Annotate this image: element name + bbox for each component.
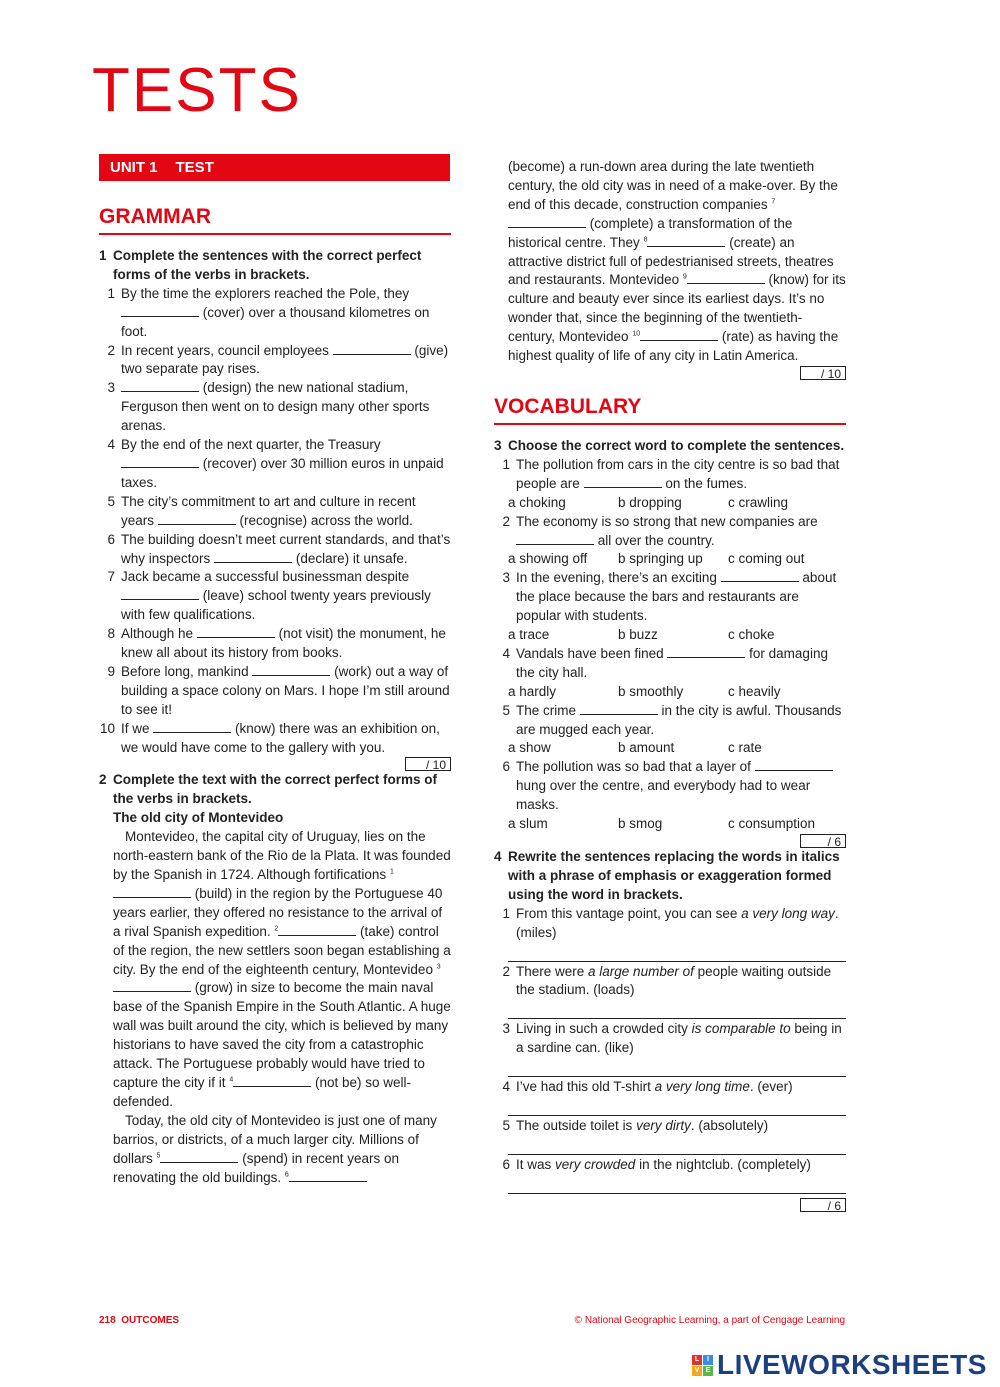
item-post: (leave) school twenty years previously with few qualifications.	[121, 588, 431, 623]
option-c[interactable]: c rate	[728, 740, 762, 756]
item-post: all over the country.	[597, 532, 715, 548]
item-text	[516, 905, 846, 943]
answer-blank-input[interactable]	[121, 455, 199, 468]
option-a[interactable]: a trace	[508, 627, 550, 643]
item-post: (recognise) across the world.	[239, 512, 413, 528]
item-text	[516, 1117, 846, 1136]
ex4-item	[494, 1117, 846, 1136]
item-text	[121, 625, 451, 663]
exercise-3-instruction: 3 Choose the correct word to complete the sentences.	[494, 437, 845, 453]
gap-6-input[interactable]	[289, 1169, 367, 1182]
item-text	[516, 1020, 846, 1058]
item-text	[516, 569, 846, 626]
item-post: (cover) over a thousand kilometres on foot.	[121, 304, 430, 339]
text-title: The old city of Montevideo	[113, 810, 284, 826]
text-paragraph-2-continued: (become) a run-down area during the late twentieth century, the old city was in need of a make-over. By the end of this decade, construction companies $^7$ (complete) a transformation of the historical centre. They $^8$ (create) an attractive district full of pedestrianised streets, theatres and restaurants. Montevideo $^9$ (know) for its culture and beauty ever since its earliest days. It’s no wonder that, since the beginning of the twentieth-century, Montevideo $^{10}$ (rate) as having the highest quality of life of any city in Latin America.	[508, 159, 846, 364]
answer-options	[494, 815, 846, 834]
text-paragraph-2: Today, the old city of Montevideo is just one of many barrios, or districts, of a much larger city. Millions of dollars $^5$ (spend) in recent years on renovating the old buildings. $^6$	[113, 1112, 437, 1185]
answer-blank-input[interactable]	[153, 720, 231, 733]
item-text	[121, 285, 451, 342]
answer-blank-input[interactable]	[333, 342, 411, 355]
item-text	[516, 1078, 846, 1097]
item-pre: Living in such a crowded city	[516, 1021, 692, 1037]
item-text	[121, 379, 451, 436]
option-b[interactable]: b smoothly	[618, 683, 684, 699]
item-number: 5	[502, 1118, 510, 1134]
item-number: 5	[107, 493, 115, 509]
item-pre: Before long, mankind	[121, 663, 249, 679]
item-italic: very dirty	[636, 1118, 691, 1134]
gap-1-input[interactable]	[113, 885, 191, 898]
unit-label: UNIT 1	[110, 159, 158, 176]
answer-options	[494, 494, 846, 513]
item-number: 4	[502, 645, 510, 661]
item-text	[121, 720, 451, 758]
item-pre: If we	[121, 720, 150, 736]
gap-5-input[interactable]	[160, 1150, 238, 1163]
item-number: 3	[502, 570, 510, 586]
exercise-3-list	[494, 456, 846, 834]
ex4-item	[494, 1156, 846, 1175]
logo-text: LIVEWORKSHEETS	[717, 1349, 987, 1380]
rewrite-answer-input[interactable]	[508, 943, 846, 962]
option-c[interactable]: c heavily	[728, 683, 781, 699]
answer-blank-input[interactable]	[214, 550, 292, 563]
page-title: TESTS	[92, 56, 302, 125]
item-post: (design) the new national stadium, Ferguson then went on to design many other sports arenas.	[121, 380, 430, 434]
exercise-2-instruction: 2 Complete the text with the correct perfect forms of the verbs in brackets.	[99, 772, 438, 807]
vocabulary-heading: VOCABULARY	[494, 394, 846, 425]
item-pre: Vandals have been fined	[516, 645, 664, 661]
ex4-item	[494, 1020, 846, 1058]
item-number: 3	[502, 1021, 510, 1037]
item-post: . (ever)	[749, 1079, 793, 1095]
item-post: in the nightclub. (completely)	[635, 1156, 811, 1172]
item-post: hung over the centre, and everybody had to wear masks.	[516, 778, 811, 813]
exercise-1-score: / 10	[99, 757, 451, 771]
ex1-item	[99, 379, 451, 436]
rewrite-answer-input[interactable]	[508, 1000, 846, 1019]
option-a[interactable]: a choking	[508, 494, 566, 510]
option-a[interactable]: a showing off	[508, 551, 588, 567]
item-pre: The building doesn’t meet current standards, and that’s why inspectors	[121, 531, 451, 566]
answer-blank-input[interactable]	[721, 569, 799, 582]
rewrite-answer-input[interactable]	[508, 1097, 846, 1116]
liveworksheets-logo[interactable]	[692, 1349, 987, 1381]
option-b[interactable]: b amount	[618, 740, 675, 756]
item-pre: In recent years, council employees	[121, 342, 329, 358]
item-post: (recover) over 30 million euros in unpaid taxes.	[121, 455, 444, 490]
exercise-4-list	[494, 905, 846, 1194]
logo-icon: L I V E	[692, 1355, 713, 1376]
footer-page: 218 OUTCOMES	[99, 1315, 180, 1326]
gap-2-input[interactable]	[278, 923, 356, 936]
grammar-heading: GRAMMAR	[99, 204, 451, 235]
item-number: 3	[107, 380, 115, 396]
item-pre: There were	[516, 963, 589, 979]
item-number: 4	[107, 437, 115, 453]
item-number: 6	[107, 531, 115, 547]
item-number: 5	[502, 702, 510, 718]
item-number: 10	[99, 720, 115, 736]
ex3-item	[494, 645, 846, 683]
item-number: 1	[107, 285, 115, 301]
exercise-2-score: / 10	[494, 366, 846, 380]
ex3-item	[494, 702, 846, 740]
exercise-4-instruction: 4 Rewrite the sentences replacing the words in italics with a phrase of emphasis or exaggeration formed using the word in brackets.	[494, 849, 840, 902]
item-post: about the place because the bars and restaurants are popular with students.	[516, 570, 837, 624]
item-text	[516, 963, 846, 1001]
option-c[interactable]: c coming out	[728, 551, 805, 567]
item-text	[516, 513, 846, 551]
item-post: (declare) it unsafe.	[295, 550, 408, 566]
answer-blank-input[interactable]	[158, 512, 236, 525]
item-pre: Although he	[121, 626, 194, 642]
item-post: (not visit) the monument, he knew all about its history from books.	[121, 626, 446, 661]
option-a[interactable]: a slum	[508, 816, 548, 832]
item-pre: The pollution from cars in the city centre is so bad that people are	[516, 456, 840, 491]
ex1-item	[99, 285, 451, 342]
exercise-4-score: / 6	[494, 1198, 846, 1212]
item-italic: a very long time	[654, 1079, 750, 1095]
item-text	[121, 436, 451, 493]
item-post: on the fumes.	[665, 475, 748, 491]
ex3-item	[494, 456, 846, 494]
answer-options	[494, 626, 846, 645]
option-b[interactable]: b springing up	[618, 551, 703, 567]
item-pre: The outside toilet is	[516, 1118, 637, 1134]
item-pre: The economy is so strong that new companies are	[516, 513, 818, 529]
gap-8-input[interactable]	[647, 234, 725, 247]
gap-7-input[interactable]	[508, 215, 586, 228]
option-b[interactable]: b smog	[618, 816, 663, 832]
item-pre: The city’s commitment to art and culture in recent years	[121, 493, 416, 528]
item-number: 6	[502, 759, 510, 775]
item-post: . (miles)	[516, 905, 839, 940]
item-number: 7	[107, 569, 115, 585]
answer-blank-input[interactable]	[667, 645, 745, 658]
item-text	[121, 568, 451, 625]
item-post: . (absolutely)	[690, 1118, 769, 1134]
answer-blank-input[interactable]	[516, 532, 594, 545]
rewrite-answer-input[interactable]	[508, 1175, 846, 1194]
unit-kind: TEST	[175, 159, 214, 176]
text-paragraph-1: Montevideo, the capital city of Uruguay, lies on the north-eastern bank of the Rio de la Plata. It was founded by the Spanish in 1724. Although fortifications $^1$ (build) in the region by the Portuguese 40 years earlier, they offered no resistance to the arrival of a rival Spanish expedition. $^2$ (take) control of the region, the new settlers soon began establishing a city. By the end of the eighteenth century, Montevideo $^3$ (grow) in size to become the main naval base of the Spanish Empire in the South Atlantic. A huge wall was built around the city, which is believed by many historians to have saved the city from a catastrophic attack. The Portuguese probably would have tried to capture the city if it $^4$ (not be) so well-defended.	[113, 829, 451, 1109]
item-post: (work) out a way of building a space colony on Mars. I hope I’m still around to see it!	[121, 663, 450, 717]
answer-options	[494, 683, 846, 702]
item-pre: In the evening, there’s an exciting	[516, 570, 717, 586]
gap-9-input[interactable]	[687, 271, 765, 284]
item-text	[516, 758, 846, 815]
item-number: 9	[107, 663, 115, 679]
item-text	[121, 493, 451, 531]
answer-blank-input[interactable]	[121, 587, 199, 600]
item-italic: a very long way	[741, 905, 835, 921]
ex3-item	[494, 569, 846, 626]
option-c[interactable]: c consumption	[728, 816, 816, 832]
item-post: in the city is awful. Thousands are mugged each year.	[516, 702, 842, 737]
option-c[interactable]: c choke	[728, 627, 775, 643]
item-number: 2	[502, 513, 510, 529]
gap-10-input[interactable]	[640, 328, 718, 341]
right-column	[494, 158, 846, 1212]
exercise-3-score: / 6	[494, 834, 846, 848]
item-number: 6	[502, 1156, 510, 1172]
item-pre: Jack became a successful businessman despite	[121, 569, 410, 585]
answer-blank-input[interactable]	[580, 702, 658, 715]
item-pre: By the time the explorers reached the Pole, they	[121, 285, 410, 301]
item-number: 1	[502, 905, 510, 921]
item-text	[516, 645, 846, 683]
item-text	[121, 531, 451, 569]
answer-options	[494, 739, 846, 758]
ex1-item	[99, 625, 451, 663]
item-pre: I’ve had this old T-shirt	[516, 1079, 655, 1095]
gap-4-input[interactable]	[233, 1074, 311, 1087]
item-text	[121, 342, 451, 380]
item-text	[516, 702, 846, 740]
item-post: for damaging the city hall.	[516, 645, 828, 680]
rewrite-answer-input[interactable]	[508, 1136, 846, 1155]
ex1-item	[99, 568, 451, 625]
answer-blank-input[interactable]	[755, 758, 833, 771]
ex4-item	[494, 963, 846, 1001]
item-number: 2	[107, 342, 115, 358]
left-column	[99, 204, 451, 1187]
item-text	[516, 456, 846, 494]
answer-blank-input[interactable]	[197, 625, 275, 638]
item-pre: It was	[516, 1156, 556, 1172]
item-italic: very crowded	[555, 1156, 636, 1172]
ex1-item	[99, 531, 451, 569]
exercise-1-instruction: 1 Complete the sentences with the correct perfect forms of the verbs in brackets.	[99, 248, 422, 282]
item-post: people waiting outside the stadium. (loads)	[516, 963, 832, 998]
item-pre: The crime	[516, 702, 577, 718]
answer-blank-input[interactable]	[252, 663, 330, 676]
item-number: 2	[502, 963, 510, 979]
answer-blank-input[interactable]	[121, 379, 199, 392]
option-b[interactable]: b buzz	[618, 627, 658, 643]
unit-header	[99, 154, 450, 181]
ex4-item	[494, 905, 846, 943]
gap-3-input[interactable]	[113, 979, 191, 992]
item-number: 4	[502, 1079, 510, 1095]
item-italic: is comparable to	[691, 1021, 791, 1037]
answer-options	[494, 550, 846, 569]
ex1-item	[99, 436, 451, 493]
option-a[interactable]: a hardly	[508, 683, 557, 699]
ex1-item	[99, 663, 451, 720]
option-b[interactable]: b dropping	[618, 494, 682, 510]
item-pre: The pollution was so bad that a layer of	[516, 759, 751, 775]
footer-copyright: © National Geographic Learning, a part of Cengage Learning	[574, 1315, 845, 1326]
item-text	[516, 1156, 846, 1175]
answer-blank-input[interactable]	[584, 475, 662, 488]
item-post: being in a sardine can. (like)	[516, 1021, 842, 1056]
answer-blank-input[interactable]	[121, 304, 199, 317]
rewrite-answer-input[interactable]	[508, 1058, 846, 1077]
ex1-item	[99, 493, 451, 531]
item-post: (know) there was an exhibition on, we would have come to the gallery with you.	[121, 720, 440, 755]
exercise-1-list	[99, 285, 451, 758]
ex1-item	[99, 720, 451, 758]
option-a[interactable]: a show	[508, 740, 551, 756]
ex4-item	[494, 1078, 846, 1097]
ex3-item	[494, 758, 846, 815]
item-number: 8	[107, 626, 115, 642]
ex1-item	[99, 342, 451, 380]
item-pre: By the end of the next quarter, the Treasury	[121, 437, 381, 453]
item-pre: From this vantage point, you can see	[516, 905, 742, 921]
item-number: 1	[502, 456, 510, 472]
item-post: (give) two separate pay rises.	[121, 342, 449, 377]
item-italic: a large number of	[588, 963, 694, 979]
item-text	[121, 663, 451, 720]
option-c[interactable]: c crawling	[728, 494, 789, 510]
ex3-item	[494, 513, 846, 551]
